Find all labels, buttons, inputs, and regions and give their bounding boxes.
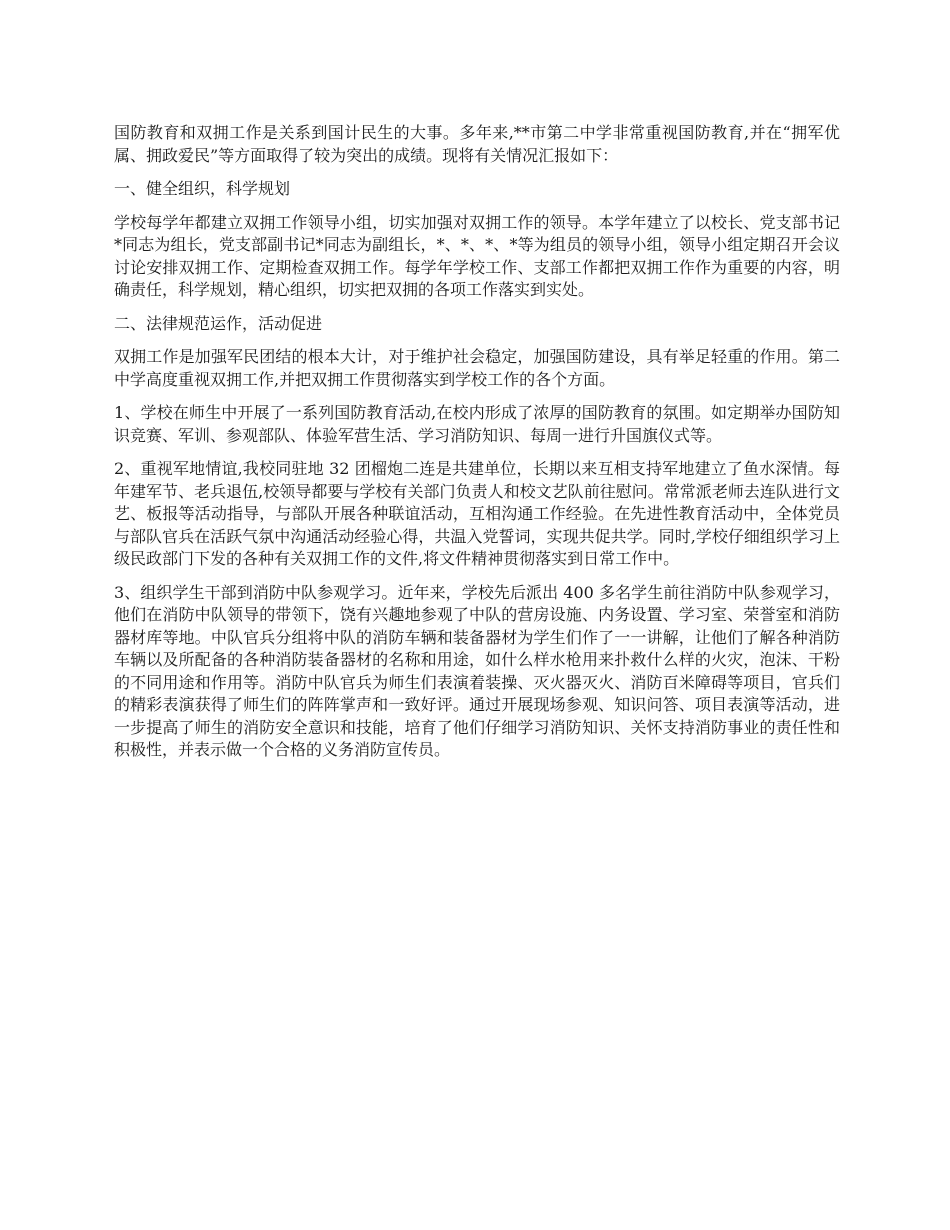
list-item-2: 2、重视军地情谊,我校同驻地 32 团榴炮二连是共建单位，长期以来互相支持军地建立了鱼水深情。每年建军节、老兵退伍,校领导都要与学校有关部门负责人和校文艺队前往慰问。常常派老师去连队进行文艺、板报等活动指导，与部队开展各种联谊活动，互相沟通工作经验。在先进性教育活动中，全体党员与部队官兵在活跃气氛中沟通活动经验心得，共温入党誓词，实现共促共学。同时,学校仔细组织学习上级民政部门下发的各种有关双拥工作的文件,将文件精神贯彻落实到日常工作中。 xyxy=(114,459,840,568)
intro-paragraph: 国防教育和双拥工作是关系到国计民生的大事。多年来,**市第二中学非常重视国防教育,并在“拥军优属、拥政爱民”等方面取得了较为突出的成绩。现将有关情况汇报如下： xyxy=(114,123,840,165)
section-2-heading: 二、法律规范运作，活动促进 xyxy=(114,313,323,333)
document-page xyxy=(114,122,840,773)
list-item-3: 3、组织学生干部到消防中队参观学习。近年来，学校先后派出 400 多名学生前往消防中队参观学习，他们在消防中队领导的带领下，饶有兴趣地参观了中队的营房设施、内务设置、学习室、荣誉室和消防器材库等地。中队官兵分组将中队的消防车辆和装备器材为学生们作了一一讲解，让他们了解各种消防车辆以及所配备的各种消防装备器材的名称和用途，如什么样水枪用来扑救什么样的火灾，泡沫、干粉的不同用途和作用等。消防中队官兵为师生们表演着装操、灭火器灭火、消防百米障碍等项目，官兵们的精彩表演获得了师生们的阵阵掌声和一致好评。通过开展现场参观、知识问答、项目表演等活动，进一步提高了师生的消防安全意识和技能，培育了他们仔细学习消防知识、关怀支持消防事业的责任性和积极性，并表示做一个合格的义务消防宣传员。 xyxy=(114,582,840,759)
section-1-heading: 一、健全组织，科学规划 xyxy=(114,179,291,198)
section-2-paragraph: 双拥工作是加强军民团结的根本大计，对于维护社会稳定，加强国防建设，具有举足轻重的作用。第二中学高度重视双拥工作,并把双拥工作贯彻落实到学校工作的各个方面。 xyxy=(114,347,840,389)
list-item-1: 1、学校在师生中开展了一系列国防教育活动,在校内形成了浓厚的国防教育的氛围。如定期举办国防知识竞赛、军训、参观部队、体验军营生活、学习消防知识、每周一进行升国旗仪式等。 xyxy=(114,403,840,445)
section-1-paragraph: 学校每学年都建立双拥工作领导小组，切实加强对双拥工作的领导。本学年建立了以校长、党支部书记*同志为组长，党支部副书记*同志为副组长，*、*、*、*等为组员的领导小组，领导小组定期召开会议讨论安排双拥工作、定期检查双拥工作。每学年学校工作、支部工作都把双拥工作作为重要的内容，明确责任，科学规划，精心组织，切实把双拥的各项工作落实到实处。 xyxy=(114,212,840,299)
